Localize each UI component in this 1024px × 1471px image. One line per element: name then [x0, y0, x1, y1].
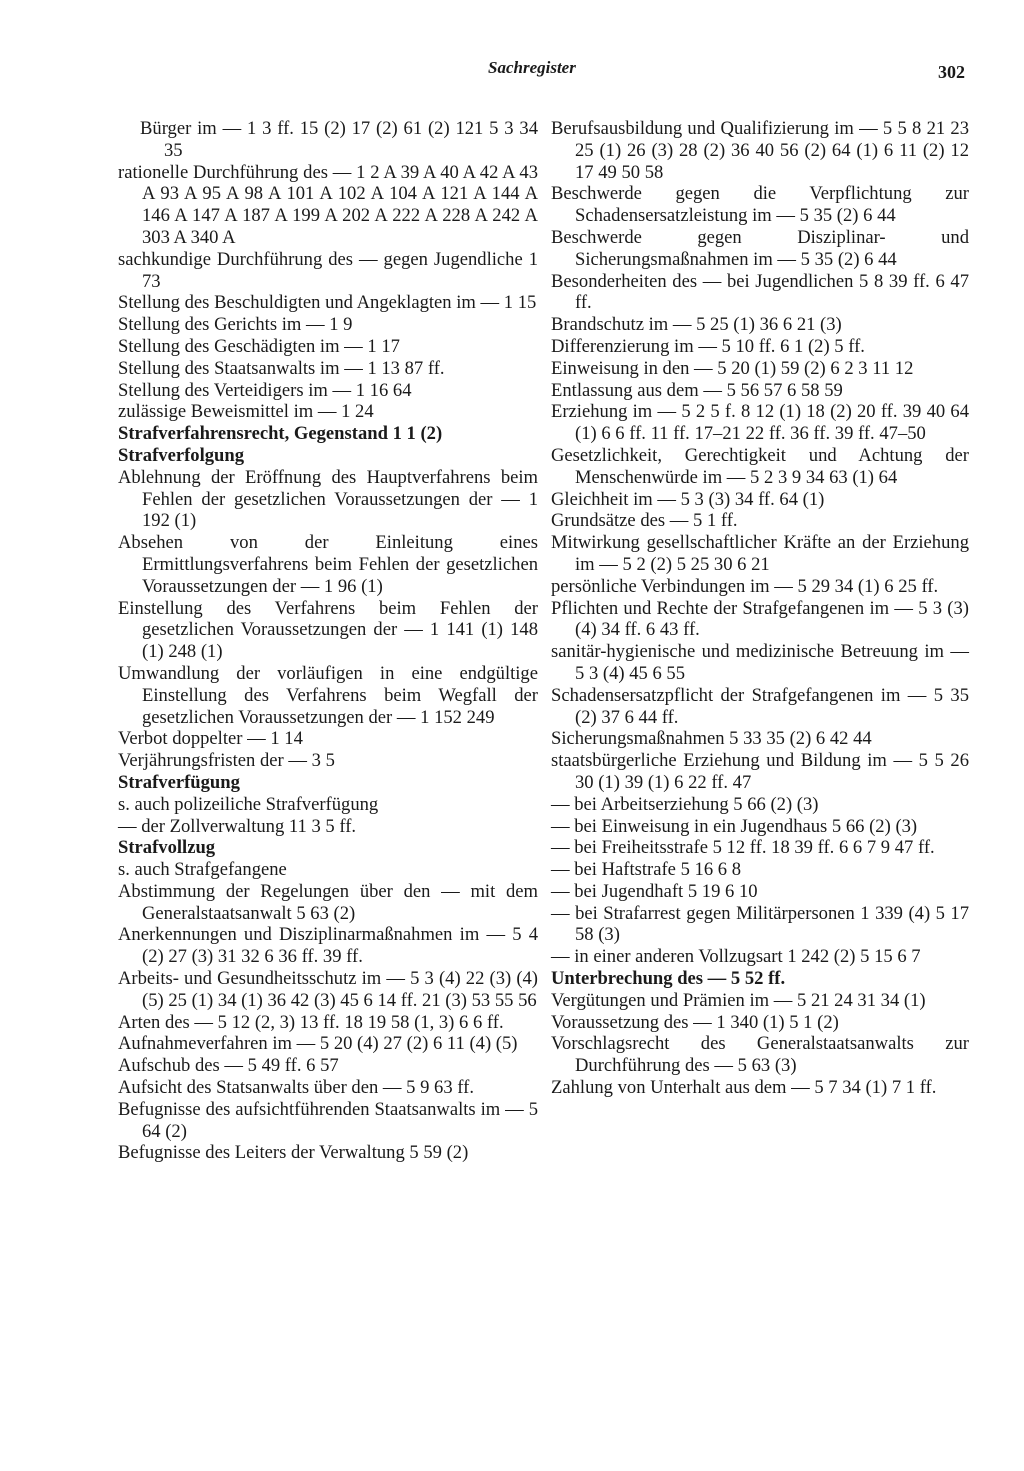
index-entry: sanitär-hygienische und medizinische Betreuung im — 5 3 (4) 45 6 55: [551, 641, 969, 684]
index-entry: Arten des — 5 12 (2, 3) 13 ff. 18 19 58 (1, 3) 6 6 ff.: [118, 1011, 504, 1033]
index-entry: Befugnisse des aufsichtführenden Staatsanwalts im — 5 64 (2): [118, 1098, 538, 1142]
index-heading: Strafverfolgung: [118, 444, 245, 466]
index-entry: Stellung des Staatsanwalts im — 1 13 87 ff.: [118, 357, 445, 379]
index-entry: — der Zollverwaltung 11 3 5 ff.: [118, 815, 357, 837]
index-entry: Grundsätze des — 5 1 ff.: [551, 510, 738, 532]
running-head: Sachregister: [488, 58, 576, 77]
index-entry: Erziehung im — 5 2 5 f. 8 12 (1) 18 (2) 20 ff. 39 40 64 (1) 6 6 ff. 11 ff. 17–21 22 ff. 36 ff. 39 ff. 47–50: [551, 401, 969, 445]
index-entry: Brandschutz im — 5 25 (1) 36 6 21 (3): [551, 314, 842, 336]
index-heading: Strafvollzug: [118, 837, 216, 859]
index-entry: Gleichheit im — 5 3 (3) 34 ff. 64 (1): [551, 488, 825, 510]
index-entry: Pflichten und Rechte der Strafgefangenen im — 5 3 (3) (4) 34 ff. 6 43 ff.: [551, 597, 969, 641]
index-entry: Bürger im — 1 3 ff. 15 (2) 17 (2) 61 (2) 121 5 3 34 35: [140, 118, 538, 161]
index-entry: — bei Strafarrest gegen Militärpersonen 1 339 (4) 5 17 58 (3): [551, 902, 969, 946]
index-entry: Beschwerde gegen die Verpflichtung zur Schadensersatzleistung im — 5 35 (2) 6 44: [551, 183, 969, 227]
index-entry: Schadensersatzpflicht der Strafgefangenen im — 5 35 (2) 37 6 44 ff.: [551, 684, 969, 728]
index-entry: s. auch Strafgefangene: [118, 859, 287, 881]
index-entry: Vergütungen und Prämien im — 5 21 24 31 34 (1): [551, 989, 926, 1011]
index-entry: Abstimmung der Regelungen über den — mit dem Generalstaatsanwalt 5 63 (2): [118, 880, 538, 924]
index-entry: Stellung des Geschädigten im — 1 17: [118, 335, 400, 357]
index-entry: Aufsicht des Statsanwalts über den — 5 9 63 ff.: [118, 1077, 474, 1099]
index-entry: Anerkennungen und Disziplinarmaßnahmen im — 5 4 (2) 27 (3) 31 32 6 36 ff. 39 ff.: [118, 924, 538, 968]
index-entry: zulässige Beweismittel im — 1 24: [118, 401, 374, 423]
index-entry: — bei Einweisung in ein Jugendhaus 5 66 (2) (3): [551, 815, 918, 837]
right-column: [551, 118, 969, 1099]
index-entry: Besonderheiten des — bei Jugendlichen 5 8 39 ff. 6 47 ff.: [551, 270, 969, 314]
index-entry: Ablehnung der Eröffnung des Hauptverfahrens beim Fehlen der gesetzlichen Voraussetzungen der — 1 192 (1): [118, 466, 538, 532]
index-heading: Unterbrechung des — 5 52 ff.: [551, 968, 786, 990]
index-entry: — in einer anderen Vollzugsart 1 242 (2) 5 15 6 7: [551, 946, 921, 968]
index-entry: Vorschlagsrecht des Generalstaatsanwalts zur Durchführung des — 5 63 (3): [551, 1033, 969, 1077]
index-entry: — bei Jugendhaft 5 19 6 10: [551, 880, 758, 902]
index-entry: s. auch polizeiliche Strafverfügung: [118, 793, 379, 815]
index-entry: staatsbürgerliche Erziehung und Bildung im — 5 5 26 30 (1) 39 (1) 6 22 ff. 47: [551, 750, 969, 793]
index-entry: Zahlung von Unterhalt aus dem — 5 7 34 (1) 7 1 ff.: [551, 1077, 937, 1099]
index-entry: — bei Freiheitsstrafe 5 12 ff. 18 39 ff. 6 6 7 9 47 ff.: [551, 837, 935, 859]
index-entry: Sicherungsmaßnahmen 5 33 35 (2) 6 42 44: [551, 728, 872, 750]
index-heading: Strafverfahrensrecht, Gegenstand 1 1 (2): [118, 423, 443, 445]
index-entry: rationelle Durchführung des — 1 2 A 39 A 40 A 42 A 43 A 93 A 95 A 98 A 101 A 102 A 104 A 121 A 144 A 146 A 147 A 187 A 199 A 202 A 222 A 228 A 242 A 303 A 340 A: [118, 161, 538, 248]
index-entry: — bei Haftstrafe 5 16 6 8: [551, 859, 742, 881]
index-heading: Strafverfügung: [118, 771, 240, 793]
index-entry: Stellung des Gerichts im — 1 9: [118, 314, 353, 336]
index-entry: Stellung des Verteidigers im — 1 16 64: [118, 379, 412, 401]
index-entry: persönliche Verbindungen im — 5 29 34 (1) 6 25 ff.: [551, 575, 939, 597]
index-entry: Arbeits- und Gesundheitsschutz im — 5 3 (4) 22 (3) (4) (5) 25 (1) 34 (1) 36 42 (3) 45 6 14 ff. 21 (3) 53 55 56: [118, 968, 538, 1011]
index-entry: Umwandlung der vorläufigen in eine endgültige Einstellung des Verfahrens beim Wegfall der gesetzlichen Voraussetzungen der — 1 152 249: [118, 662, 538, 728]
index-entry: Differenzierung im — 5 10 ff. 6 1 (2) 5 ff.: [551, 335, 865, 357]
index-entry: Befugnisse des Leiters der Verwaltung 5 59 (2): [118, 1142, 469, 1164]
left-column: [118, 118, 538, 1164]
index-entry: Einweisung in den — 5 20 (1) 59 (2) 6 2 3 11 12: [551, 357, 914, 379]
index-entry: Stellung des Beschuldigten und Angeklagten im — 1 15: [118, 292, 537, 314]
index-entry: Gesetzlichkeit, Gerechtigkeit und Achtung der Menschenwürde im — 5 2 3 9 34 63 (1) 64: [551, 444, 969, 488]
index-entry: Verbot doppelter — 1 14: [118, 728, 303, 750]
index-entry: Mitwirkung gesellschaftlicher Kräfte an der Erziehung im — 5 2 (2) 5 25 30 6 21: [551, 532, 969, 575]
page-number: 302: [938, 62, 965, 82]
index-entry: Voraussetzung des — 1 340 (1) 5 1 (2): [551, 1011, 839, 1033]
index-entry: Absehen von der Einleitung eines Ermittlungsverfahrens beim Fehlen der gesetzlichen Voraussetzungen der — 1 96 (1): [118, 532, 538, 597]
index-entry: Beschwerde gegen Disziplinar- und Sicherungsmaßnahmen im — 5 35 (2) 6 44: [551, 226, 969, 270]
index-entry: — bei Arbeitserziehung 5 66 (2) (3): [551, 793, 819, 815]
index-entry: Aufnahmeverfahren im — 5 20 (4) 27 (2) 6 11 (4) (5): [118, 1033, 518, 1055]
index-entry: Aufschub des — 5 49 ff. 6 57: [118, 1055, 339, 1077]
index-entry: Berufsausbildung und Qualifizierung im — 5 5 8 21 23 25 (1) 26 (3) 28 (2) 36 40 56 (2) 64 (1) 6 11 (2) 12 17 49 50 58: [551, 118, 969, 183]
index-entry: sachkundige Durchführung des — gegen Jugendliche 1 73: [118, 248, 538, 292]
index-entry: Verjährungsfristen der — 3 5: [118, 750, 335, 772]
index-entry: Entlassung aus dem — 5 56 57 6 58 59: [551, 379, 843, 401]
index-entry: Einstellung des Verfahrens beim Fehlen der gesetzlichen Voraussetzungen der — 1 141 (1) 148 (1) 248 (1): [118, 597, 538, 663]
